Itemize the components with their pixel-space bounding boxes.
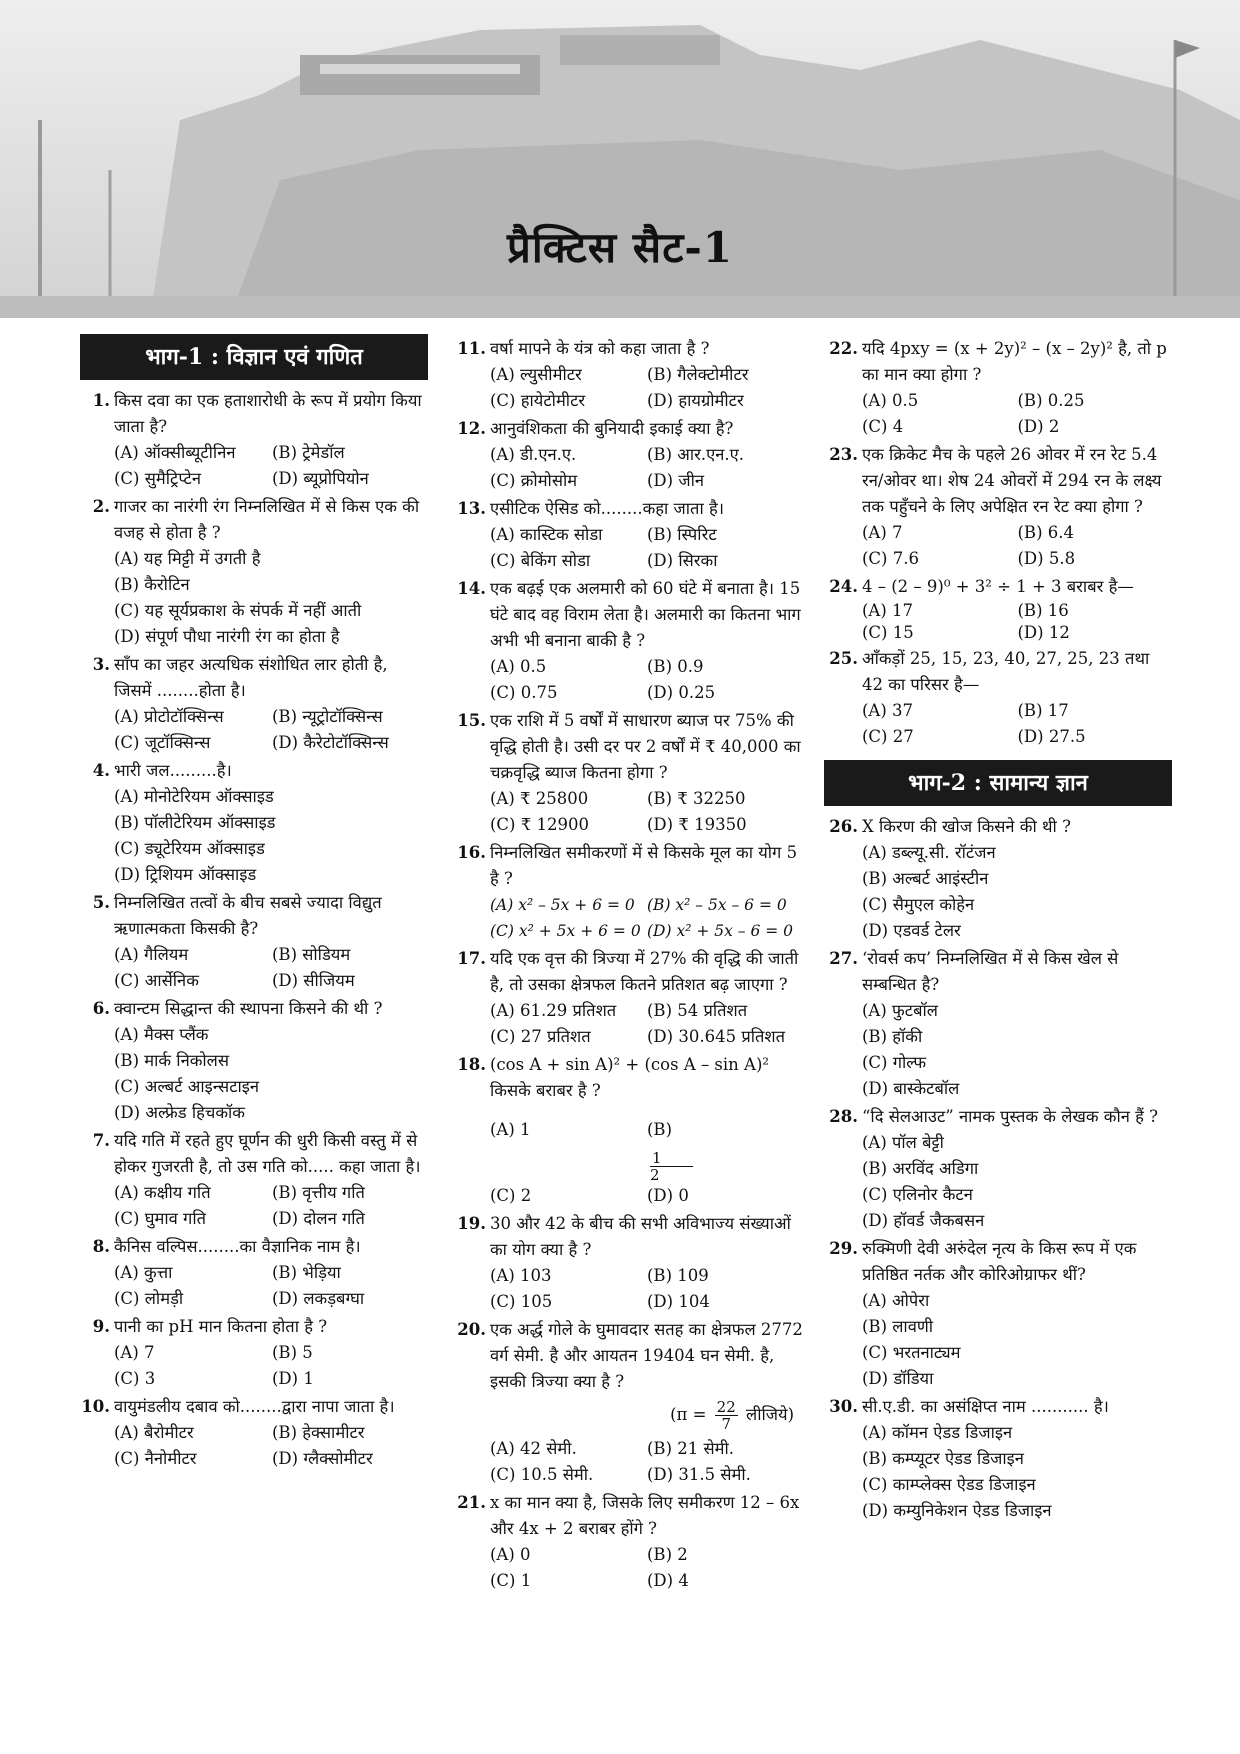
option-c: (C) अल्बर्ट आइन्सटाइन xyxy=(114,1077,260,1096)
fraction-denominator: 7 xyxy=(721,1415,731,1433)
option-b: (B) लावणी xyxy=(862,1317,934,1336)
option-d: (D) 31.5 सेमी. xyxy=(647,1465,751,1484)
options-14 xyxy=(456,654,804,706)
option-c: (C) भरतनाट्यम xyxy=(862,1343,961,1362)
option-c: (C) 27 प्रतिशत xyxy=(490,1027,591,1046)
option-c: (C) आर्सेनिक xyxy=(114,971,199,990)
question-number: 9. xyxy=(92,1317,110,1336)
option-b: (B) 16 xyxy=(1017,601,1069,620)
option-a: (A) कक्षीय गति xyxy=(114,1183,211,1202)
option-c: (C) 7.6 xyxy=(862,549,919,568)
question-number: 13. xyxy=(457,499,486,518)
question-7 xyxy=(80,1128,430,1180)
fraction-numerator: 22 xyxy=(716,1398,736,1416)
option-d: (D) कम्युनिकेशन ऐडड डिजाइन xyxy=(862,1501,1052,1520)
options-7 xyxy=(80,1180,430,1232)
question-text: वर्षा मापने के यंत्र को कहा जाता है ? xyxy=(490,339,710,358)
option-c: (C) नैनोमीटर xyxy=(114,1449,197,1468)
question-25 xyxy=(828,646,1173,698)
option-d: (D) अल्फ्रेड हिचकॉक xyxy=(114,1103,245,1122)
options-19 xyxy=(456,1263,804,1315)
question-text: एक राशि में 5 वर्षों में साधारण ब्याज पर 75% की वृद्धि होती है। उसी दर पर 2 वर्षों में ₹ 40,000 का चक्रवृद्धि ब्याज कितना होगा ? xyxy=(490,711,801,782)
option-d: (D) ₹ 19350 xyxy=(647,815,747,834)
option-b: (B) 6.4 xyxy=(1017,523,1074,542)
question-number: 11. xyxy=(457,339,486,358)
option-c: (C) 105 xyxy=(490,1292,553,1311)
question-number: 12. xyxy=(457,419,486,438)
options-27 xyxy=(828,998,1173,1102)
options-3 xyxy=(80,704,430,756)
options-22 xyxy=(828,388,1173,440)
pi-note-prefix: (π = xyxy=(670,1405,707,1424)
option-d: (D) सीजियम xyxy=(272,971,355,990)
question-number: 17. xyxy=(457,949,486,968)
question-number: 3. xyxy=(92,655,110,674)
option-b: (B) पॉलीटेरियम ऑक्साइड xyxy=(114,813,276,832)
pi-note-suffix: लीजिये) xyxy=(746,1405,794,1424)
question-text: गाजर का नारंगी रंग निम्नलिखित में से किस एक की वजह से होता है ? xyxy=(114,497,420,542)
option-d: (D) दोलन गति xyxy=(272,1209,365,1228)
question-text: x का मान क्या है, जिसके लिए समीकरण 12 – 6x और 4x + 2 बराबर होंगे ? xyxy=(490,1493,800,1538)
question-21 xyxy=(456,1490,804,1542)
option-d: (D) 0.25 xyxy=(647,683,716,702)
option-d: (D) 4 xyxy=(647,1571,689,1590)
option-d: (D) 1 xyxy=(272,1369,314,1388)
option-a: (A) 0 xyxy=(490,1545,531,1564)
question-3 xyxy=(80,652,430,704)
question-4 xyxy=(80,758,430,784)
option-d: (D) x² + 5x – 6 = 0 xyxy=(647,922,794,940)
option-a: (A) यह मिट्टी में उगती है xyxy=(114,549,261,568)
question-number: 1. xyxy=(92,391,110,410)
option-c: (C) 2 xyxy=(490,1186,532,1205)
option-c: (C) क्रोमोसोम xyxy=(490,471,578,490)
option-a: (A) कॉमन ऐडड डिजाइन xyxy=(862,1423,1013,1442)
question-28 xyxy=(828,1104,1173,1130)
question-text: 4 – (2 – 9)⁰ + 3² ÷ 1 + 3 बराबर है— xyxy=(862,577,1134,596)
option-a: (A) 61.29 प्रतिशत xyxy=(490,1001,617,1020)
question-15 xyxy=(456,708,804,786)
question-text: आँकड़ों 25, 15, 23, 40, 27, 25, 23 तथा 42 का परिसर है— xyxy=(862,649,1150,694)
option-c: (C) एलिनोर कैटन xyxy=(862,1185,973,1204)
option-b: (B) मार्क निकोलस xyxy=(114,1051,230,1070)
option-d: (D) 27.5 xyxy=(1017,727,1086,746)
options-2 xyxy=(80,546,430,650)
question-text: क्वान्टम सिद्धान्त की स्थापना किसने की थी ? xyxy=(114,999,383,1018)
option-d: (D) 5.8 xyxy=(1017,549,1076,568)
option-a: (A) ₹ 25800 xyxy=(490,789,589,808)
option-a: (A) मैक्स प्लैंक xyxy=(114,1025,209,1044)
option-b: (B) 54 प्रतिशत xyxy=(647,1001,748,1020)
option-d: (D) सिरका xyxy=(647,551,718,570)
question-text: ‘रोवर्स कप’ निम्नलिखित में से किस खेल से सम्बन्धित है? xyxy=(862,949,1119,994)
question-19 xyxy=(456,1211,804,1263)
option-a: (A) बैरोमीटर xyxy=(114,1423,194,1442)
option-d: (D) कैरेटोटॉक्सिन्स xyxy=(272,733,389,752)
question-16 xyxy=(456,840,804,892)
question-5 xyxy=(80,890,430,942)
option-b: (B) भेड़िया xyxy=(272,1263,341,1282)
option-a: (A) ल्युसीमीटर xyxy=(490,365,582,384)
option-c: (C) 1 xyxy=(490,1571,532,1590)
fraction-numerator: 1 xyxy=(650,1150,693,1167)
question-number: 24. xyxy=(829,577,858,596)
question-text: यदि 4pxy = (x + 2y)² – (x – 2y)² है, तो p का मान क्या होगा ? xyxy=(862,339,1167,384)
question-22 xyxy=(828,336,1173,388)
option-b: (B) 0.9 xyxy=(647,657,704,676)
options-13 xyxy=(456,522,804,574)
question-13 xyxy=(456,496,804,522)
option-d: (D) लकड़बग्घा xyxy=(272,1289,365,1308)
option-b: (B) 2 xyxy=(647,1545,688,1564)
option-a: (A) डब्ल्यू.सी. रॉटंजन xyxy=(862,843,996,862)
option-b-label: (B) xyxy=(647,1120,672,1139)
question-9 xyxy=(80,1314,430,1340)
option-a: (A) 0.5 xyxy=(862,391,919,410)
option-c: (C) घुमाव गति xyxy=(114,1209,207,1228)
options-21 xyxy=(456,1542,804,1594)
options-15 xyxy=(456,786,804,838)
question-number: 2. xyxy=(92,497,110,516)
option-d: (D) एडवर्ड टेलर xyxy=(862,921,961,940)
option-c: (C) 4 xyxy=(862,417,904,436)
options-23 xyxy=(828,520,1173,572)
options-18 xyxy=(456,1110,804,1209)
options-12 xyxy=(456,442,804,494)
option-b: (B) 5 xyxy=(272,1343,313,1362)
option-b: (B) 0.25 xyxy=(1017,391,1085,410)
options-28 xyxy=(828,1130,1173,1234)
question-text: रुक्मिणी देवी अरुंदेल नृत्य के किस रूप में एक प्रतिष्ठित नर्तक और कोरिओग्राफर थीं? xyxy=(862,1239,1137,1284)
question-number: 7. xyxy=(92,1131,110,1150)
header-banner xyxy=(0,0,1240,318)
option-a: (A) प्रोटोटॉक्सिन्स xyxy=(114,707,224,726)
question-number: 14. xyxy=(457,579,486,598)
option-a: (A) 103 xyxy=(490,1266,552,1285)
question-14 xyxy=(456,576,804,654)
question-text: भारी जल.........है। xyxy=(114,761,232,780)
question-number: 4. xyxy=(92,761,110,780)
page-title: प्रैक्टिस सैट-1 xyxy=(506,223,734,272)
option-a: (A) 0.5 xyxy=(490,657,547,676)
option-c: (C) ड्यूटेरियम ऑक्साइड xyxy=(114,839,265,858)
option-c: (C) सुमैट्रिप्टेन xyxy=(114,469,201,488)
option-d: (D) ब्यूप्रोपियोन xyxy=(272,469,369,488)
question-number: 22. xyxy=(829,339,858,358)
question-text: X किरण की खोज किसने की थी ? xyxy=(862,817,1071,836)
option-c: (C) यह सूर्यप्रकाश के संपर्क में नहीं आती xyxy=(114,601,362,620)
option-d: (D) 2 xyxy=(1017,417,1060,436)
option-a: (A) ओपेरा xyxy=(862,1291,930,1310)
option-d: (D) 30.645 प्रतिशत xyxy=(647,1027,786,1046)
question-number: 19. xyxy=(457,1214,486,1233)
options-8 xyxy=(80,1260,430,1312)
question-text: किस दवा का एक हताशारोधी के रूप में प्रयोग किया जाता है? xyxy=(114,391,422,436)
question-text: पानी का pH मान कितना होता है ? xyxy=(114,1317,328,1336)
question-text: सी.ए.डी. का असंक्षिप्त नाम ........... है। xyxy=(862,1397,1109,1416)
options-26 xyxy=(828,840,1173,944)
option-b: (B) हेक्सामीटर xyxy=(272,1423,365,1442)
option-a: (A) कास्टिक सोडा xyxy=(490,525,603,544)
question-number: 16. xyxy=(457,843,486,862)
option-c: (C) बेकिंग सोडा xyxy=(490,551,591,570)
option-b: (B) अरविंद अडिगा xyxy=(862,1159,979,1178)
question-text: कैनिस वल्पिस........का वैज्ञानिक नाम है। xyxy=(114,1237,361,1256)
question-20 xyxy=(456,1317,804,1395)
options-16 xyxy=(456,892,804,944)
question-number: 15. xyxy=(457,711,486,730)
option-b: (B) आर.एन.ए. xyxy=(647,445,744,464)
option-b: (B) सोडियम xyxy=(272,945,351,964)
question-number: 6. xyxy=(92,999,110,1018)
question-12 xyxy=(456,416,804,442)
options-6 xyxy=(80,1022,430,1126)
option-c: (C) लोमड़ी xyxy=(114,1289,184,1308)
option-b: (B) ₹ 32250 xyxy=(647,789,746,808)
option-a: (A) 17 xyxy=(862,601,914,620)
options-1 xyxy=(80,440,430,492)
option-a: (A) मोनोटेरियम ऑक्साइड xyxy=(114,787,274,806)
option-d: (D) जीन xyxy=(647,471,705,490)
question-text: निम्नलिखित समीकरणों में से किसके मूल का योग 5 है ? xyxy=(490,843,798,888)
option-d: (D) हायग्रोमीटर xyxy=(647,391,744,410)
question-text: आनुवंशिकता की बुनियादी इकाई क्या है? xyxy=(490,419,734,438)
question-10 xyxy=(80,1394,430,1420)
question-number: 20. xyxy=(457,1320,486,1339)
options-24 xyxy=(828,600,1173,644)
question-text: निम्नलिखित तत्वों के बीच सबसे ज्यादा विद्युत ऋणात्मकता किसकी है? xyxy=(114,893,382,938)
question-8 xyxy=(80,1234,430,1260)
option-b xyxy=(647,1110,804,1183)
option-b: (B) 21 सेमी. xyxy=(647,1439,735,1458)
section-heading-part-1: भाग-1 : विज्ञान एवं गणित xyxy=(80,334,428,380)
question-18 xyxy=(456,1052,804,1104)
option-b: (B) न्यूट्रोटॉक्सिन्स xyxy=(272,707,383,726)
option-d: (D) बास्केटबॉल xyxy=(862,1079,960,1098)
option-b: (B) स्पिरिट xyxy=(647,525,717,544)
question-number: 28. xyxy=(829,1107,858,1126)
option-a: (A) ऑक्सीब्यूटीनिन xyxy=(114,443,236,462)
option-d: (D) 0 xyxy=(647,1186,689,1205)
option-a: (A) x² – 5x + 6 = 0 xyxy=(490,896,635,914)
option-d: (D) हॉवर्ड जैकबसन xyxy=(862,1211,985,1230)
option-a: (A) पॉल बेट्टी xyxy=(862,1133,944,1152)
option-c: (C) x² + 5x + 6 = 0 xyxy=(490,922,641,940)
option-a: (A) 42 सेमी. xyxy=(490,1439,577,1458)
question-number: 21. xyxy=(457,1493,486,1512)
column-2 xyxy=(456,334,804,1594)
question-2 xyxy=(80,494,430,546)
column-3 xyxy=(828,334,1173,1524)
question-26 xyxy=(828,814,1173,840)
options-20 xyxy=(456,1436,804,1488)
question-text: यदि गति में रहते हुए घूर्णन की धुरी किसी वस्तु में से होकर गुजरती है, तो उस गति को..... कहा जाता है। xyxy=(114,1131,421,1176)
option-b: (B) गैलेक्टोमीटर xyxy=(647,365,749,384)
options-17 xyxy=(456,998,804,1050)
option-a: (A) 7 xyxy=(862,523,903,542)
options-5 xyxy=(80,942,430,994)
option-d: (D) 12 xyxy=(1017,623,1070,642)
question-23 xyxy=(828,442,1173,520)
question-27 xyxy=(828,946,1173,998)
question-text: यदि एक वृत्त की त्रिज्या में 27% की वृद्धि की जाती है, तो उसका क्षेत्रफल कितने प्रतिशत बढ़ जाएगा ? xyxy=(490,949,799,994)
question-number: 27. xyxy=(829,949,858,968)
option-b: (B) 17 xyxy=(1017,701,1069,720)
question-text: एक क्रिकेट मैच के पहले 26 ओवर में रन रेट 5.4 रन/ओवर था। शेष 24 ओवरों में 294 रन के लक्ष्य तक पहुँचने के लिए अपेक्षित रन रेट क्या होगा ? xyxy=(862,445,1162,516)
option-c: (C) 27 xyxy=(862,727,914,746)
option-d: (D) ट्रिशियम ऑक्साइड xyxy=(114,865,257,884)
option-c: (C) ₹ 12900 xyxy=(490,815,589,834)
option-a: (A) डी.एन.ए. xyxy=(490,445,577,464)
question-number: 18. xyxy=(457,1055,486,1074)
question-text: “दि सेलआउट” नामक पुस्तक के लेखक कौन हैं ? xyxy=(862,1107,1159,1126)
column-1 xyxy=(80,334,430,1472)
question-number: 5. xyxy=(92,893,110,912)
question-number: 26. xyxy=(829,817,858,836)
question-24 xyxy=(828,574,1173,600)
question-17 xyxy=(456,946,804,998)
question-text: एक बढ़ई एक अलमारी को 60 घंटे में बनाता है। 15 घंटे बाद वह विराम लेता है। अलमारी का कितना भाग अभी भी बनाना बाकी है ? xyxy=(490,579,801,650)
option-a: (A) 7 xyxy=(114,1343,155,1362)
question-number: 25. xyxy=(829,649,858,668)
options-29 xyxy=(828,1288,1173,1392)
fraction-denominator: 2 xyxy=(650,1166,660,1184)
question-30 xyxy=(828,1394,1173,1420)
option-b: (B) वृत्तीय गति xyxy=(272,1183,365,1202)
options-10 xyxy=(80,1420,430,1472)
question-1 xyxy=(80,388,430,440)
question-number: 29. xyxy=(829,1239,858,1258)
option-c: (C) 0.75 xyxy=(490,683,558,702)
question-text: (cos A + sin A)² + (cos A – sin A)² किसके बराबर है ? xyxy=(490,1055,770,1100)
option-a: (A) फुटबॉल xyxy=(862,1001,938,1020)
option-d: (D) ग्लैक्सोमीटर xyxy=(272,1449,373,1468)
option-a: (A) कुत्ता xyxy=(114,1263,173,1282)
option-b: (B) अल्बर्ट आइंस्टीन xyxy=(862,869,989,888)
options-9 xyxy=(80,1340,430,1392)
question-number: 30. xyxy=(829,1397,858,1416)
question-text: वायुमंडलीय दबाव को........द्वारा नापा जाता है। xyxy=(114,1397,395,1416)
question-6 xyxy=(80,996,430,1022)
question-text: साँप का जहर अत्यधिक संशोधित लार होती है, जिसमें ........होता है। xyxy=(114,655,388,700)
option-a: (A) 37 xyxy=(862,701,914,720)
fraction-one-half xyxy=(650,1150,729,1183)
option-c: (C) काम्प्लेक्स ऐडड डिजाइन xyxy=(862,1475,1036,1494)
pi-note xyxy=(456,1399,804,1432)
option-c: (C) सैमुएल कोहेन xyxy=(862,895,975,914)
option-b: (B) कैरोटिन xyxy=(114,575,190,594)
options-4 xyxy=(80,784,430,888)
option-c: (C) 15 xyxy=(862,623,914,642)
question-number: 23. xyxy=(829,445,858,464)
option-c: (C) जूटॉक्सिन्स xyxy=(114,733,211,752)
option-d: (D) संपूर्ण पौधा नारंगी रंग का होता है xyxy=(114,627,340,646)
question-11 xyxy=(456,336,804,362)
options-25 xyxy=(828,698,1173,750)
option-a: (A) गैलियम xyxy=(114,945,189,964)
option-c: (C) 3 xyxy=(114,1369,156,1388)
option-c: (C) 10.5 सेमी. xyxy=(490,1465,594,1484)
question-number: 10. xyxy=(81,1397,110,1416)
option-d: (D) 104 xyxy=(647,1292,710,1311)
options-30 xyxy=(828,1420,1173,1524)
option-b: (B) कम्प्यूटर ऐडड डिजाइन xyxy=(862,1449,1024,1468)
question-number: 8. xyxy=(92,1237,110,1256)
question-text: एसीटिक ऐसिड को........कहा जाता है। xyxy=(490,499,724,518)
option-c: (C) गोल्फ xyxy=(862,1053,927,1072)
option-d: (D) डॉडिया xyxy=(862,1369,934,1388)
question-text: 30 और 42 के बीच की सभी अविभाज्य संख्याओं का योग क्या है ? xyxy=(490,1214,791,1259)
option-a: (A) 1 xyxy=(490,1120,531,1139)
option-b: (B) 109 xyxy=(647,1266,709,1285)
option-b: (B) x² – 5x – 6 = 0 xyxy=(647,896,787,914)
option-b: (B) ट्रेमेडॉल xyxy=(272,443,345,462)
question-text: एक अर्द्ध गोले के घुमावदार सतह का क्षेत्रफल 2772 वर्ग सेमी. है और आयतन 19404 घन सेमी. है, इसकी त्रिज्या क्या है ? xyxy=(490,1320,803,1391)
section-heading-part-2: भाग-2 : सामान्य ज्ञान xyxy=(824,760,1172,806)
option-c: (C) हायेटोमीटर xyxy=(490,391,586,410)
option-b: (B) हॉकी xyxy=(862,1027,923,1046)
question-29 xyxy=(828,1236,1173,1288)
options-11 xyxy=(456,362,804,414)
fraction-22-over-7 xyxy=(715,1399,738,1432)
